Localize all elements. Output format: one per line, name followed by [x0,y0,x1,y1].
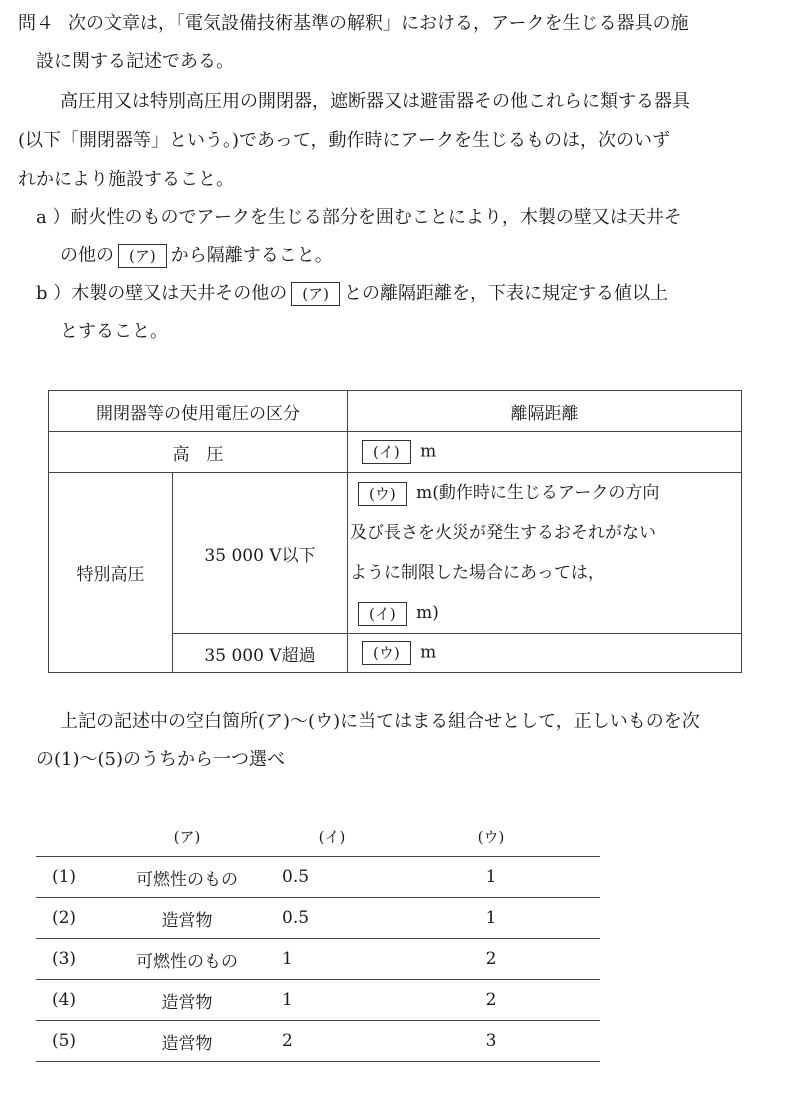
spec-table [48,390,742,673]
question-line-1 [18,12,688,36]
blank-u-box: (ウ) [362,641,411,665]
paragraph-line-3: れかにより施設すること。 [18,169,234,190]
answer-row: (2) 造営物 0.5 1 [36,898,600,939]
answer-row: (4) 造営物 1 2 [36,980,600,1021]
blank-i-box: (イ) [358,602,407,626]
answer-option-number: (4) [36,980,92,1021]
answer-header-u: (ウ) [477,827,505,846]
instruction-line-2: の(1)～(5)のうちから一つ選べ [36,749,285,770]
spec-above-35kv: 35 000 V超過 [173,634,348,673]
spec-above-35kv-distance: (ウ) m [348,634,742,673]
spec-header-voltage: 開閉器等の使用電圧の区分 [49,391,348,432]
answer-header-row [36,816,600,857]
answer-option-number: (2) [36,898,92,939]
paragraph-line-1: 高圧用又は特別高圧用の開閉器，遮断器又は避雷器その他これらに類する器具 [60,91,690,112]
answer-option-number: (3) [36,939,92,980]
blank-i-box: (イ) [362,440,411,464]
item-b-line-1: b ）木製の壁又は天井その他の (ア) との離隔距離を，下表に規定する値以上 [36,283,668,304]
answer-row: (3) 可燃性のもの 1 2 [36,939,600,980]
instruction-line-1: 上記の記述中の空白箇所(ア)～(ウ)に当てはまる組合せとして，正しいものを次 [60,711,700,732]
blank-u-box: (ウ) [358,482,407,506]
blank-a-box: (ア) [118,244,167,268]
spec-high-voltage-distance: (イ) m [348,432,742,473]
answer-option-number: (5) [36,1021,92,1062]
paragraph-line-2: (以下「開閉器等」という。)であって，動作時にアークを生じるものは，次のいず [18,130,670,151]
spec-below-35kv-distance: (ウ) m(動作時に生じるアークの方向 及び長さを火災が発生するおそれがない ように制限した場合にあっては， (イ) m) [348,473,742,634]
answer-table [36,816,600,1062]
question-number: 問４ [18,13,54,34]
answer-row: (1) 可燃性のもの 0.5 1 [36,857,600,898]
item-b-line-2: とすること。 [60,321,168,342]
spec-extra-high-voltage: 特別高圧 [49,473,173,673]
spec-header-distance: 離隔距離 [348,391,742,432]
answer-header-i: (イ) [318,827,346,846]
item-a-line-2: の他の (ア) から隔離すること。 [60,245,333,266]
blank-a-box: (ア) [291,282,340,306]
question-text: 次の文章は，「電気設備技術基準の解釈」における，アークを生じる器具の施 [68,13,689,34]
answer-row: (5) 造営物 2 3 [36,1021,600,1062]
spec-high-voltage: 高 圧 [49,432,348,473]
answer-header-a: (ア) [173,827,201,846]
answer-option-number: (1) [36,857,92,898]
item-a-line-1: a ）耐火性のものでアークを生じる部分を囲むことにより，木製の壁又は天井そ [36,207,682,228]
spec-below-35kv: 35 000 V以下 [173,473,348,634]
question-line-2: 設に関する記述である。 [36,51,234,72]
